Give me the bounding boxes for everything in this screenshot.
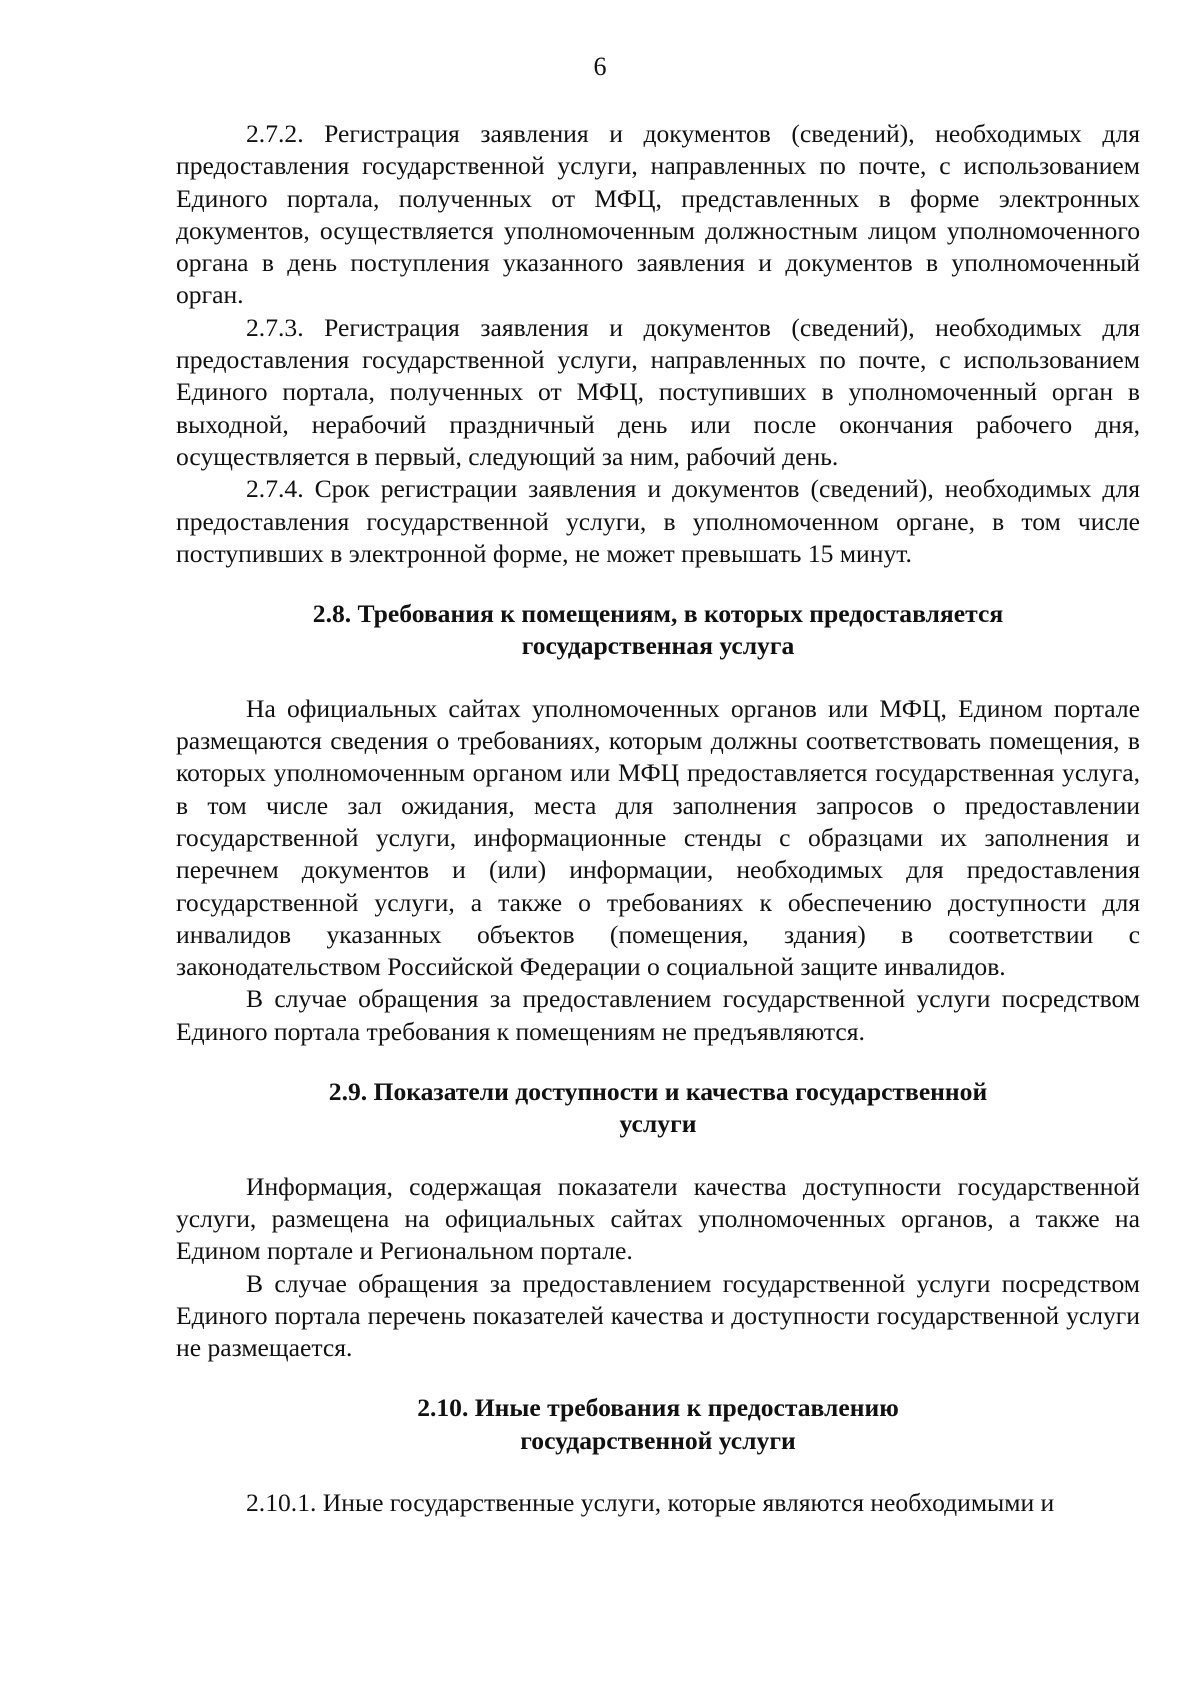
paragraph-2-7-3: 2.7.3. Регистрация заявления и документов (сведений), необходимых для предоставления государственной услуги, направленных по почте, с использованием Единого портала, полученных от МФЦ, поступивших в уполномоченный орган в выходной, нерабочий праздничный день или после окончания рабочего дня, осуществляется в первый, следующий за ним, рабочий день. bbox=[176, 312, 1140, 471]
heading-line: государственная услуга bbox=[521, 631, 795, 661]
section-heading-2-9 bbox=[176, 1076, 1140, 1141]
heading-line: 2.9. Показатели доступности и качества государственной bbox=[328, 1077, 988, 1107]
heading-line: услуги bbox=[619, 1109, 697, 1139]
heading-line: 2.10. Иные требования к предоставлению bbox=[417, 1393, 899, 1423]
paragraph-2-7-2: 2.7.2. Регистрация заявления и документов (сведений), необходимых для предоставления государственной услуги, направленных по почте, с использованием Единого портала, полученных от МФЦ, представленных в форме электронных документов, осуществляется уполномоченным должностным лицом уполномоченного органа в день поступления указанного заявления и документов в уполномоченный орган. bbox=[176, 119, 1140, 310]
heading-line: 2.8. Требования к помещениям, в которых предоставляется bbox=[312, 599, 1004, 629]
paragraph-quality-info: Информация, содержащая показатели качества доступности государственной услуги, размещена на официальных сайтах уполномоченных органов, а также на Едином портале и Региональном портале. bbox=[176, 1171, 1140, 1266]
page-number: 6 bbox=[593, 52, 607, 81]
paragraph-2-7-4: 2.7.4. Срок регистрации заявления и документов (сведений), необходимых для предоставления государственной услуги, в уполномоченном органе, в том числе поступивших в электронной форме, не может превышать 15 минут. bbox=[176, 474, 1140, 568]
section-heading-2-8 bbox=[176, 598, 1140, 663]
document-body bbox=[176, 118, 1140, 1519]
heading-line: государственной услуги bbox=[520, 1425, 796, 1455]
paragraph-premises-info: На официальных сайтах уполномоченных органов или МФЦ, Едином портале размещаются сведения о требованиях, которым должны соответствовать помещения, в которых уполномоченным органом или МФЦ предоставляется государственная услуга, в том числе зал ожидания, места для заполнения запросов о предоставлении государственной услуги, информационные стенды с образцами их заполнения и перечнем документов и (или) информации, необходимых для предоставления государственной услуги, а также о требованиях к обеспечению доступности для инвалидов указанных объектов (помещения, здания) в соответствии с законодательством Российской Федерации о социальной защите инвалидов. bbox=[176, 693, 1140, 982]
paragraph-quality-portal: В случае обращения за предоставлением государственной услуги посредством Единого портала перечень показателей качества и доступности государственной услуги не размещается. bbox=[176, 1268, 1140, 1363]
paragraph-2-10-1: 2.10.1. Иные государственные услуги, которые являются необходимыми и bbox=[246, 1487, 1055, 1517]
paragraph-premises-portal: В случае обращения за предоставлением государственной услуги посредством Единого портала требования к помещениям не предъявляются. bbox=[176, 984, 1140, 1046]
section-heading-2-10 bbox=[176, 1392, 1140, 1457]
